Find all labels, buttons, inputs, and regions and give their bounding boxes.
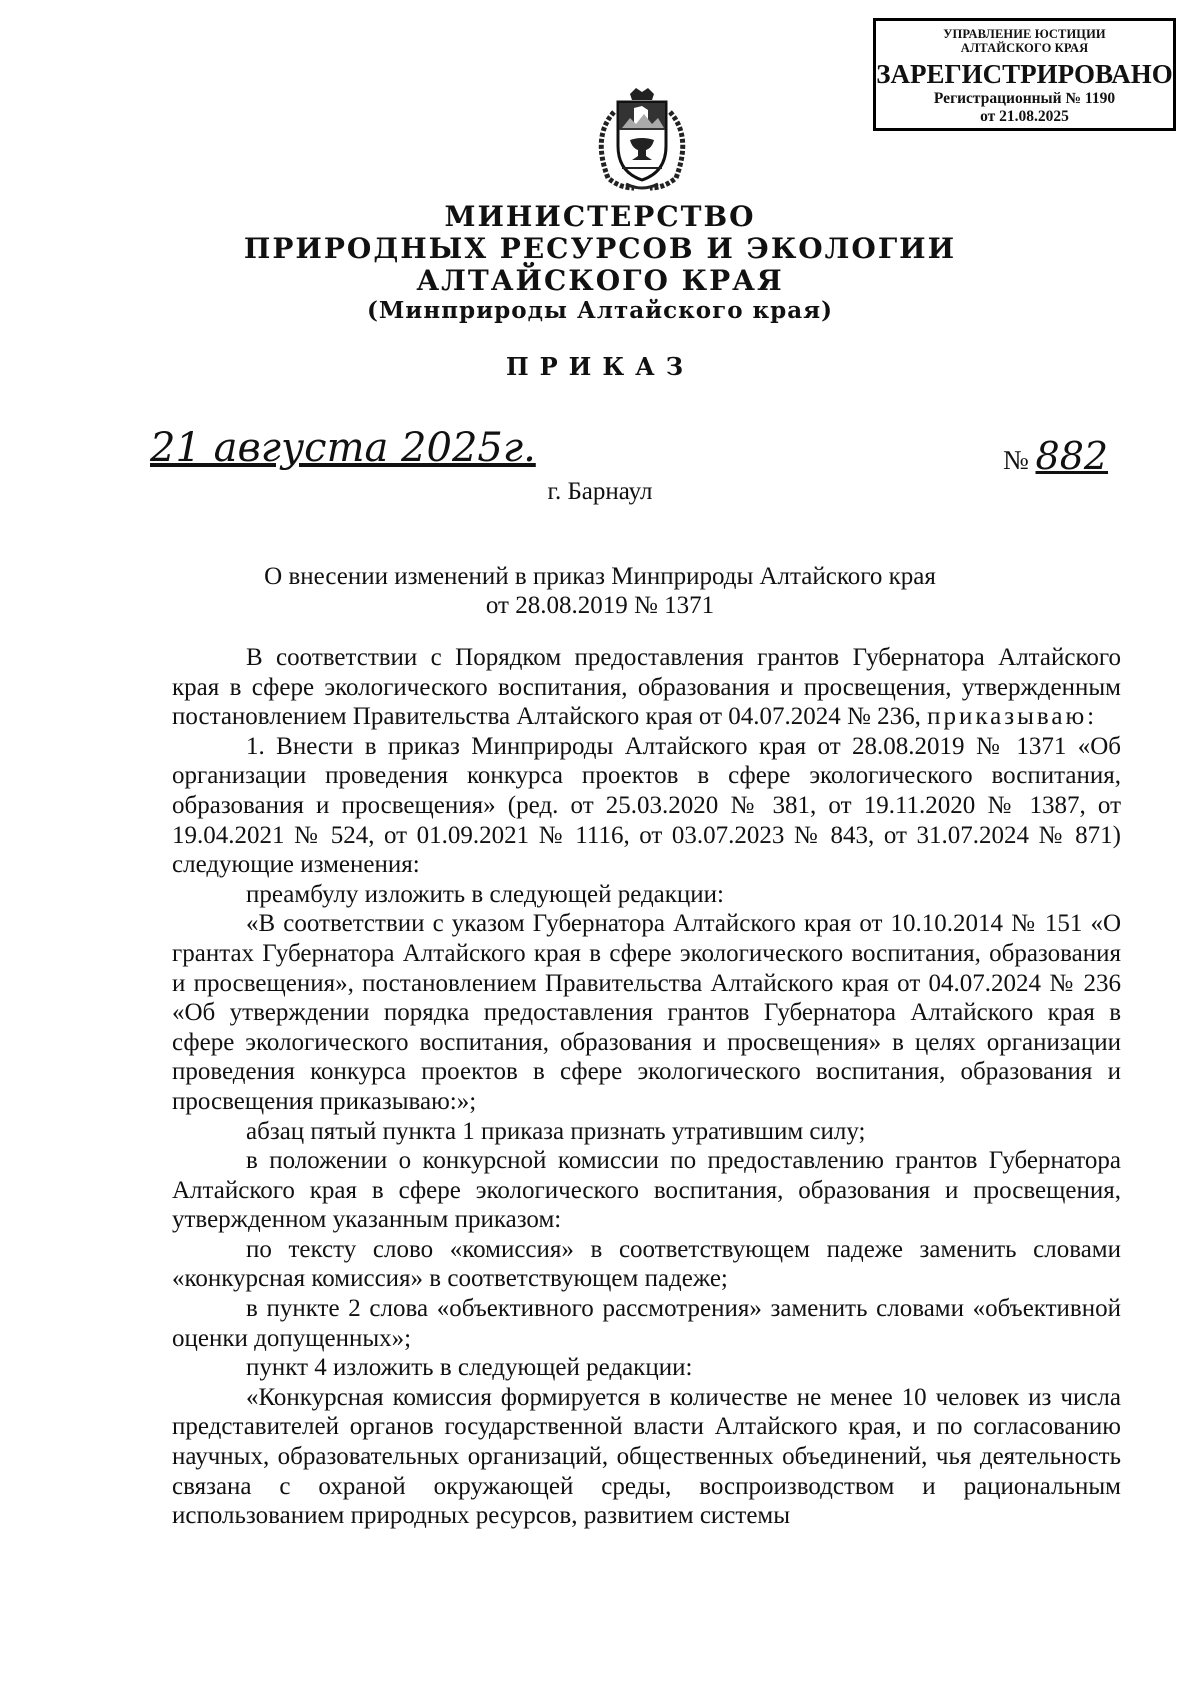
ministry-title-line-2: ПРИРОДНЫХ РЕСУРСОВ И ЭКОЛОГИИ bbox=[243, 232, 957, 265]
document-title bbox=[0, 562, 1200, 620]
paragraph-word-replace: по тексту слово «комиссия» в соответствующем падеже заменить словами «конкурсная комиссия» в соответствующем падеже; bbox=[172, 1235, 1121, 1293]
order-number bbox=[1003, 436, 1108, 480]
paragraph-preamble bbox=[172, 643, 1121, 732]
number-sign: № bbox=[1003, 445, 1029, 475]
stamp-org-line-2: АЛТАЙСКОГО КРАЯ bbox=[960, 41, 1089, 55]
city: г. Барнаул bbox=[547, 478, 653, 505]
stamp-reg-number: Регистрационный № 1190 bbox=[933, 90, 1116, 107]
document-type: ПРИКАЗ bbox=[505, 352, 695, 381]
coat-of-arms-icon bbox=[586, 84, 698, 194]
paragraph-point-2: в пункте 2 слова «объективного рассмотрения» заменить словами «объективной оценки допущенных»; bbox=[172, 1295, 1121, 1352]
paragraph-point-4: пункт 4 изложить в следующей редакции: bbox=[246, 1354, 693, 1382]
stamp-status: ЗАРЕГИСТРИРОВАНО bbox=[876, 59, 1173, 89]
paragraph-new-preamble: «В соответствии с указом Губернатора Алтайского края от 10.10.2014 № 151 «О грантах Губернатора Алтайского края в сфере экологического воспитания, образования и просвещения», постановлением Правительства Алтайского края от 04.07.2024 № 236 «Об утверждении порядка предоставления грантов Губернатора Алтайского края в сфере экологического воспитания, образования и просвещения» в целях организации проведения конкурса проектов в сфере экологического воспитания, образования и просвещения приказываю:»; bbox=[172, 910, 1121, 1115]
paragraph-commission: в положении о конкурсной комиссии по предоставлению грантов Губернатора Алтайского края в сфере экологического воспитания, образования и просвещения, утвержденном указанным приказом: bbox=[172, 1147, 1121, 1234]
order-verb: приказываю: bbox=[927, 703, 1098, 731]
handwritten-date bbox=[150, 424, 536, 472]
registration-stamp bbox=[873, 18, 1176, 131]
paragraph-abzac: абзац пятый пункта 1 приказа признать утратившим силу; bbox=[246, 1117, 866, 1145]
paragraph-commission-composition: «Конкурсная комиссия формируется в количестве не менее 10 человек из числа представителей органов государственной власти Алтайского края, и по согласованию научных, образовательных организаций, общественных объединений, чья деятельность связана с охраной окружающей среды, воспроизводством и рациональным использованием природных ресурсов, развитием системы bbox=[172, 1383, 1121, 1530]
document-body bbox=[172, 643, 1121, 1531]
handwritten-number: 882 bbox=[1035, 434, 1109, 478]
ministry-title-line-3: АЛТАЙСКОГО КРАЯ bbox=[416, 264, 784, 297]
stamp-reg-date: от 21.08.2025 bbox=[980, 108, 1069, 125]
ministry-title-line-1: МИНИСТЕРСТВО bbox=[444, 200, 756, 233]
ministry-short-name: (Минприроды Алтайского края) bbox=[366, 297, 834, 324]
title-line-2: от 28.08.2019 № 1371 bbox=[485, 592, 715, 619]
paragraph-item-1: 1. Внести в приказ Минприроды Алтайского края от 28.08.2019 № 1371 «Об организации проведения конкурса проектов в сфере экологического воспитания, образования и просвещения» (ред. от 25.03.2020 № 381, от 19.11.2020 № 1387, от 19.04.2021 № 524, от 01.09.2021 № 1116, от 03.07.2023 № 843, от 31.07.2024 № 871) следующие изменения: bbox=[172, 732, 1121, 879]
paragraph-preamble-text: В соответствии с Порядком предоставления грантов Губернатора Алтайского края в сфере экологического воспитания, образования и просвещения, утвержденным постановлением Правительства Алтайского края от 04.07.2024 № 236, bbox=[172, 644, 1121, 731]
stamp-org-line-1: УПРАВЛЕНИЕ ЮСТИЦИИ bbox=[943, 27, 1106, 41]
paragraph-preamble-change: преамбулу изложить в следующей редакции: bbox=[246, 880, 725, 908]
handwritten-date-text: 21 августа 2025г. bbox=[150, 425, 536, 471]
title-line-1: О внесении изменений в приказ Минприроды Алтайского края bbox=[264, 563, 936, 590]
